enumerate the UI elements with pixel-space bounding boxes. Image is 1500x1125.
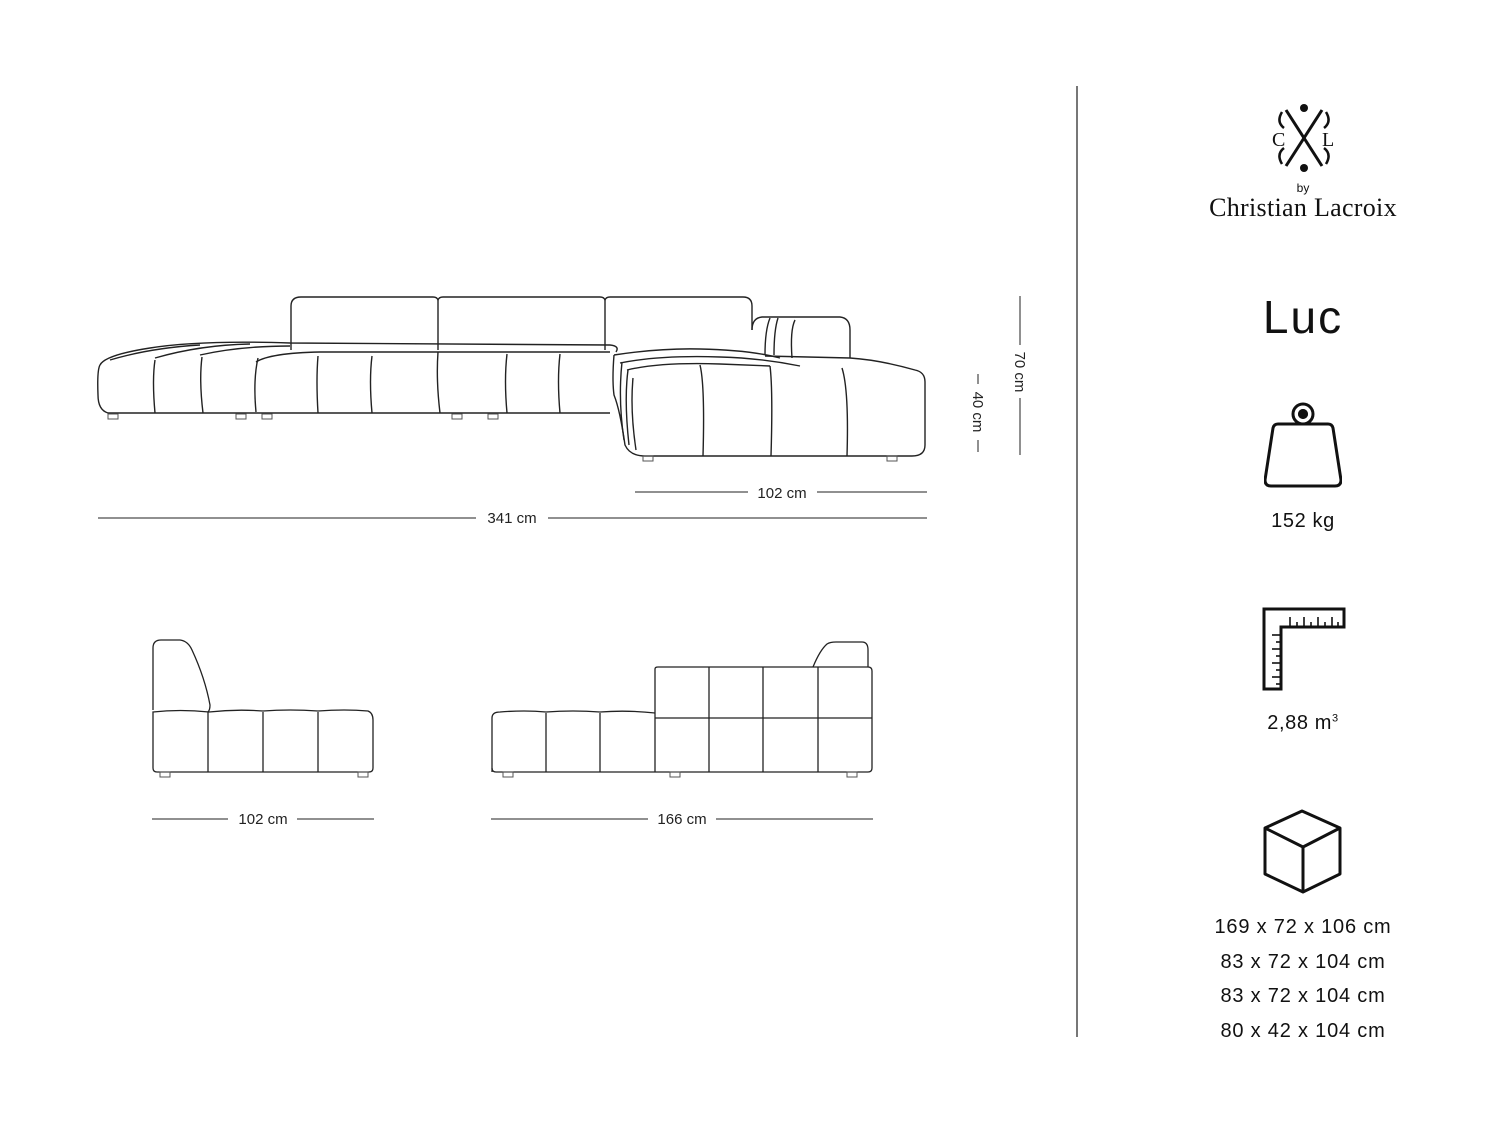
dim-side-left-width: 102 cm [238,811,288,828]
product-title: Luc [1262,291,1344,343]
svg-text:L: L [1322,129,1335,151]
volume-unit-sup: 3 [1332,712,1339,725]
brand-by: by [1296,181,1310,195]
package-dimension: 169 x 72 x 106 cm [1214,916,1392,938]
svg-text:C: C [1272,129,1286,151]
vertical-divider [1076,86,1078,1037]
volume-value: 2,88 $m^3$ [1267,712,1339,734]
cxl-monogram-logo-icon [1268,102,1340,174]
dim-seat-height: 40 cm [969,391,986,433]
box-cube-icon [1262,809,1344,895]
weight-value: 152 kg [1271,510,1335,532]
dim-chaise-width: 102 cm [757,485,807,502]
package-dimensions-list [1180,914,1426,1052]
dim-height-total: 70 cm [1011,351,1028,393]
dim-total-width: 341 cm [487,510,537,527]
package-dimension: 83 x 72 x 104 cm [1220,985,1386,1007]
package-dimension: 80 x 42 x 104 cm [1220,1019,1386,1042]
sofa-side-view-left [153,640,373,777]
weight-icon [1264,402,1342,488]
package-dimension: 83 x 72 x 104 cm [1220,950,1386,973]
dim-side-right-width: 166 cm [657,811,707,828]
sofa-side-view-right [492,642,872,777]
ruler-corner-icon [1262,607,1346,691]
brand-name: Christian Lacroix [1209,193,1397,222]
